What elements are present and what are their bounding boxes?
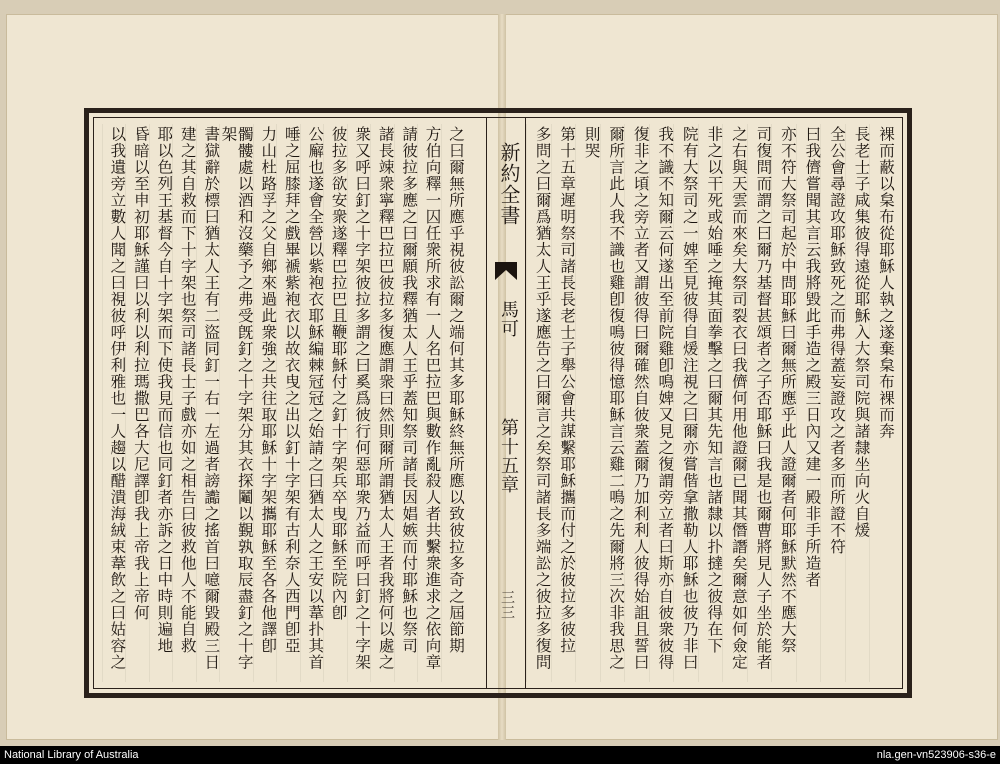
text-column: 昏暗以至申初耶穌謹曰以利以利拉瑪撒巴各大尼譯卽我上帝我上帝何 [125,124,148,682]
book-title: 新約全書 [497,142,521,226]
center-title-column [486,118,526,688]
text-column: 非之以干死或始唾之掩其面拳擊之曰爾其先知言也諸隸以扑撻之彼得在下 [698,124,723,682]
text-column: 爾所言此人我不識也雞卽復鳴彼得憶耶穌言云雞二鳴之先爾將三次非我思之 [600,124,625,682]
text-column: 裸而蔽以枲布從耶穌人執之遂棄枲布裸而奔 [869,124,894,682]
text-column: 之右與天雲而來矣大祭司裂衣曰我儕何用他證爾已聞其僭譖矣爾意如何僉定 [722,124,747,682]
text-column: 多問之曰爾爲猶太人王乎遂應告之曰爾言之矣祭司諸長多端訟之彼拉多復問 [526,124,551,682]
text-column: 唾之屈膝拜之戲畢褫紫袍衣以故衣曳之出以釘十字架有古利奈人西門卽亞 [276,124,299,682]
text-column: 衆又呼曰釘之十字架彼拉多謂之曰奚爲彼行何惡耶衆乃益而呼曰釘之十字架 [347,124,370,682]
chapter-label: 第十五章 [498,418,519,494]
text-column: 院有大祭司之一婢至見彼得自煖注視之曰爾亦嘗偕拿撒勒人耶穌也彼乃非曰 [673,124,698,682]
text-column: 請彼拉多應之曰爾願我釋猶太人王乎蓋知祭司諸長因娼嫉而付耶穌也祭司 [394,124,417,682]
text-column: 第十五章遲明祭司諸長長老士子舉公會共謀繫耶穌攜而付之於彼拉多彼拉 [551,124,576,682]
text-column: 我不識不知爾云何遂出至前院雞卽鳴婢又見之復謂旁立者曰斯亦自彼衆彼得 [649,124,674,682]
footer-identifier: nla.gen-vn523906-s36-e [876,749,996,761]
book-name: 馬可 [498,300,519,338]
text-column: 耶以色列王基督今自十字架而下使我見而信也同釘者亦訴之日中時則遍地 [149,124,172,682]
text-column: 以我遺旁立數人聞之曰視彼呼伊利雅也一人趨以醋潰海絨束葦飲之曰姑容之 [102,124,125,682]
text-column: 公廨也遂會全營以紫袍衣耶穌編棘冠冠之始請之曰猶太人之王安以葦扑其首 [300,124,323,682]
text-frame-inner [93,117,903,689]
text-column: 建之其自救而下十字架也祭司諸長士子戲亦如之相告曰彼救他人不能自救 [172,124,195,682]
text-column: 方伯向釋一囚任衆所求有一人名巴拉巴與數作亂殺人者共繫衆進求之依向章 [417,124,440,682]
text-column: 諸長竦衆寧釋巴拉巴彼拉多復應謂衆曰然則爾所謂猶太人王者我將何以處之 [370,124,393,682]
text-column: 髑髏處以酒和沒藥予之弗受旣釘之十字架分其衣探鬮以覲孰取辰盡釘之十字架 [219,124,253,682]
archive-footer [0,746,1000,764]
text-column: 復非之頃之旁立者又謂彼得曰爾確然自彼衆蓋爾乃加利利人彼得始詛且誓曰 [624,124,649,682]
text-column: 全公會尋證攻耶穌致死之而弗得蓋妄證攻之者多而所證不符 [820,124,845,682]
left-text-columns [102,124,464,682]
text-column: 力山杜路孚之父自鄉來過此衆強之共往取耶穌十字架攜耶穌至各各他譯卽 [253,124,276,682]
text-column: 之曰爾無所應乎視彼訟爾之端何其多耶穌終無所應以致彼拉多奇之屆節期 [441,124,464,682]
text-column: 則哭 [575,124,600,682]
right-text-columns [526,124,894,682]
text-column: 曰我儕嘗聞其言云我將毀此手造之殿三日內又建一殿非手所造者 [796,124,821,682]
text-column: 彼拉多欲安衆遂釋巴拉巴且鞭耶穌付之釘十字架兵卒曳耶穌至院內卽 [323,124,346,682]
text-frame [84,108,912,698]
text-column: 亦不符大祭司起於中問耶穌曰爾無所應乎此人證爾者何耶穌默然不應大祭 [771,124,796,682]
fishtail-ornament-icon [493,258,519,284]
footer-source: National Library of Australia [4,749,139,761]
text-column: 長老士子咸集彼得遠從耶穌入大祭司院與諸隸坐向火自煖 [845,124,870,682]
text-column: 司復問而謂之曰爾乃基督甚頌者之子否耶穌曰我是也爾曹將見人子坐於能者 [747,124,772,682]
text-column: 書獄辭於標曰猶太人王有二盜同釘一右一左過者謗讟之搖首曰噫爾毀殿三日 [196,124,219,682]
page-number: 三三 [499,590,515,620]
